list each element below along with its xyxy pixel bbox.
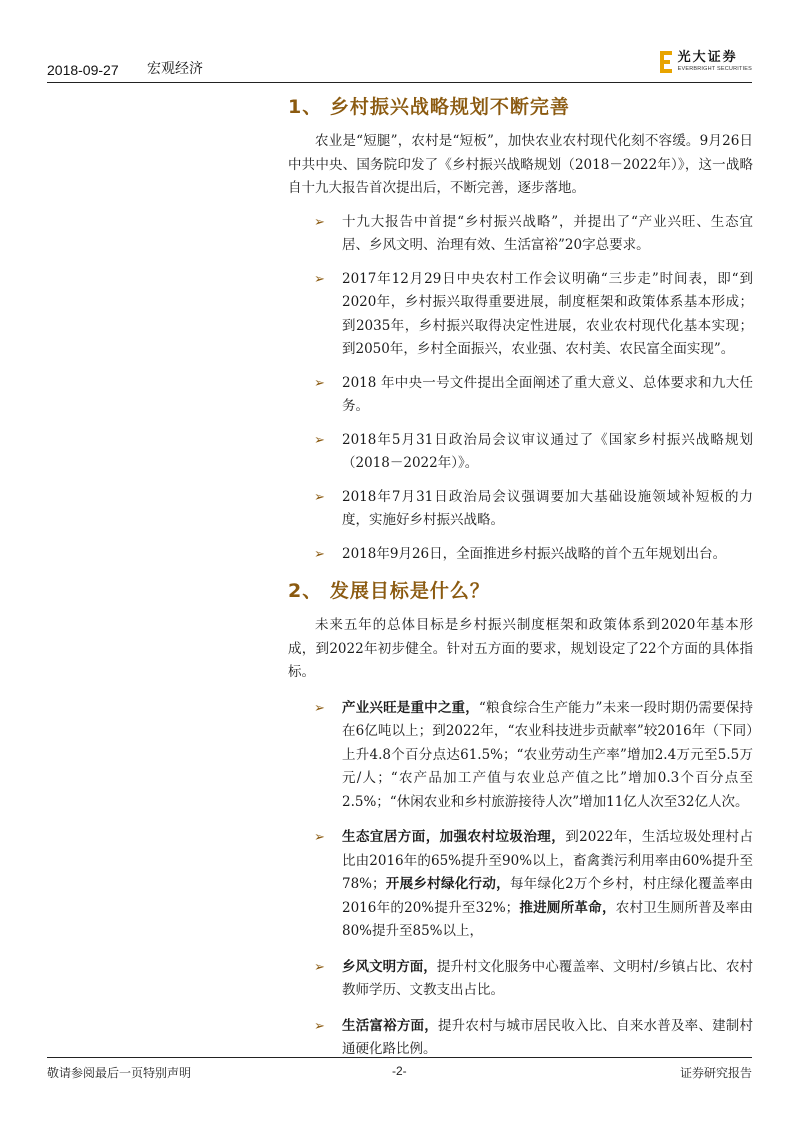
- arrow-bullet-icon: ➢: [314, 830, 325, 845]
- section-1-intro: 农业是“短腿”，农村是“短板”，加快农业农村现代化刻不容缓。9月26日中共中央、国务院印发了《乡村振兴战略规划（2018－2022年）》，这一战略自十九大报告首次提出后，不断完善，逐步落地。: [288, 133, 753, 196]
- brand-logo: [660, 48, 752, 76]
- logo-mark-icon: [660, 51, 672, 73]
- section-2-title: 2、 发展目标是什么？: [288, 580, 490, 602]
- list-item: ➢ 2018年5月31日政治局会议审议通过了《国家乡村振兴战略规划（2018－2022年）》。: [288, 429, 753, 476]
- logo-name-cn: 光大证券: [677, 50, 738, 66]
- section-2-bullet-list: [288, 697, 753, 1062]
- list-item: ➢ 生活富裕方面，提升农村与城市居民收入比、自来水普及率、建制村通硬化路比例。: [288, 1015, 753, 1062]
- list-item: ➢ 生态宜居方面，加强农村垃圾治理，到2022年，生活垃圾处理村占比由2016年的65%提升至90%以上，畜禽粪污利用率由60%提升至78%；开展乡村绿化行动，每年绿化2万个乡村，村庄绿化覆盖率由2016年的20%提升至32%；推进厕所革命，农村卫生厕所普及率由80%提升至85%以上，: [288, 826, 753, 944]
- arrow-bullet-icon: ➢: [314, 432, 325, 448]
- arrow-bullet-icon: ➢: [314, 214, 325, 230]
- arrow-bullet-icon: ➢: [314, 1018, 325, 1034]
- list-item: ➢ 十九大报告中首提“乡村振兴战略”，并提出了“产业兴旺、生态宜居、乡风文明、治理有效、生活富裕”20字总要求。: [288, 211, 753, 258]
- page-number: -2-: [392, 1064, 407, 1078]
- list-item: ➢ 2017年12月29日中央农村工作会议明确“三步走”时间表，即“到2020年，乡村振兴取得重要进展，制度框架和政策体系基本形成；到2035年，乡村振兴取得决定性进展，农业农村现代化基本实现；到2050年，乡村全面振兴，农业强、农村美、农民富全面实现”。: [288, 268, 753, 362]
- logo-name-en: EVERBRIGHT SECURITIES: [677, 66, 752, 73]
- arrow-bullet-icon: ➢: [314, 546, 325, 562]
- page-header: [47, 44, 752, 83]
- arrow-bullet-icon: ➢: [314, 700, 325, 716]
- section-2-intro: 未来五年的总体目标是乡村振兴制度框架和政策体系到2020年基本形成，到2022年初步健全。针对五方面的要求，规划设定了22个方面的具体指标。: [288, 617, 753, 680]
- arrow-bullet-icon: ➢: [314, 375, 325, 391]
- list-item: ➢ 2018年9月26日，全面推进乡村振兴战略的首个五年规划出台。: [288, 543, 753, 567]
- report-category: 宏观经济: [147, 61, 203, 77]
- section-1-bullet-list: [288, 211, 753, 567]
- arrow-bullet-icon: ➢: [314, 959, 325, 975]
- page-footer: [47, 1057, 752, 1082]
- list-item: ➢ 2018 年中央一号文件提出全面阐述了重大意义、总体要求和九大任务。: [288, 372, 753, 419]
- arrow-bullet-icon: ➢: [314, 271, 325, 287]
- list-item: ➢ 产业兴旺是重中之重，“粮食综合生产能力”未来一段时期仍需要保持在6亿吨以上；到2022年，“农业科技进步贡献率”较2016年（下同）上升4.8个百分点达61.5%；“农业劳动生产率”增加2.4万元至5.5万元/人；“农产品加工产值与农业总产值之比”增加0.3个百分点至2.5%；“休闲农业和乡村旅游接待人次”增加11亿人次至32亿人次。: [288, 697, 753, 815]
- main-content: [288, 92, 753, 1062]
- arrow-bullet-icon: ➢: [314, 489, 325, 505]
- disclaimer-note: 敬请参阅最后一页特别声明: [47, 1066, 192, 1080]
- list-item: ➢ 2018年7月31日政治局会议强调要加大基础设施领域补短板的力度，实施好乡村振兴战略。: [288, 486, 753, 533]
- report-type: 证券研究报告: [679, 1066, 752, 1080]
- list-item: ➢ 乡风文明方面，提升村文化服务中心覆盖率、文明村/乡镇占比、农村教师学历、文教支出占比。: [288, 956, 753, 1003]
- report-date: 2018-09-27: [47, 62, 119, 78]
- section-1-title: 1、 乡村振兴战略规划不断完善: [288, 96, 570, 118]
